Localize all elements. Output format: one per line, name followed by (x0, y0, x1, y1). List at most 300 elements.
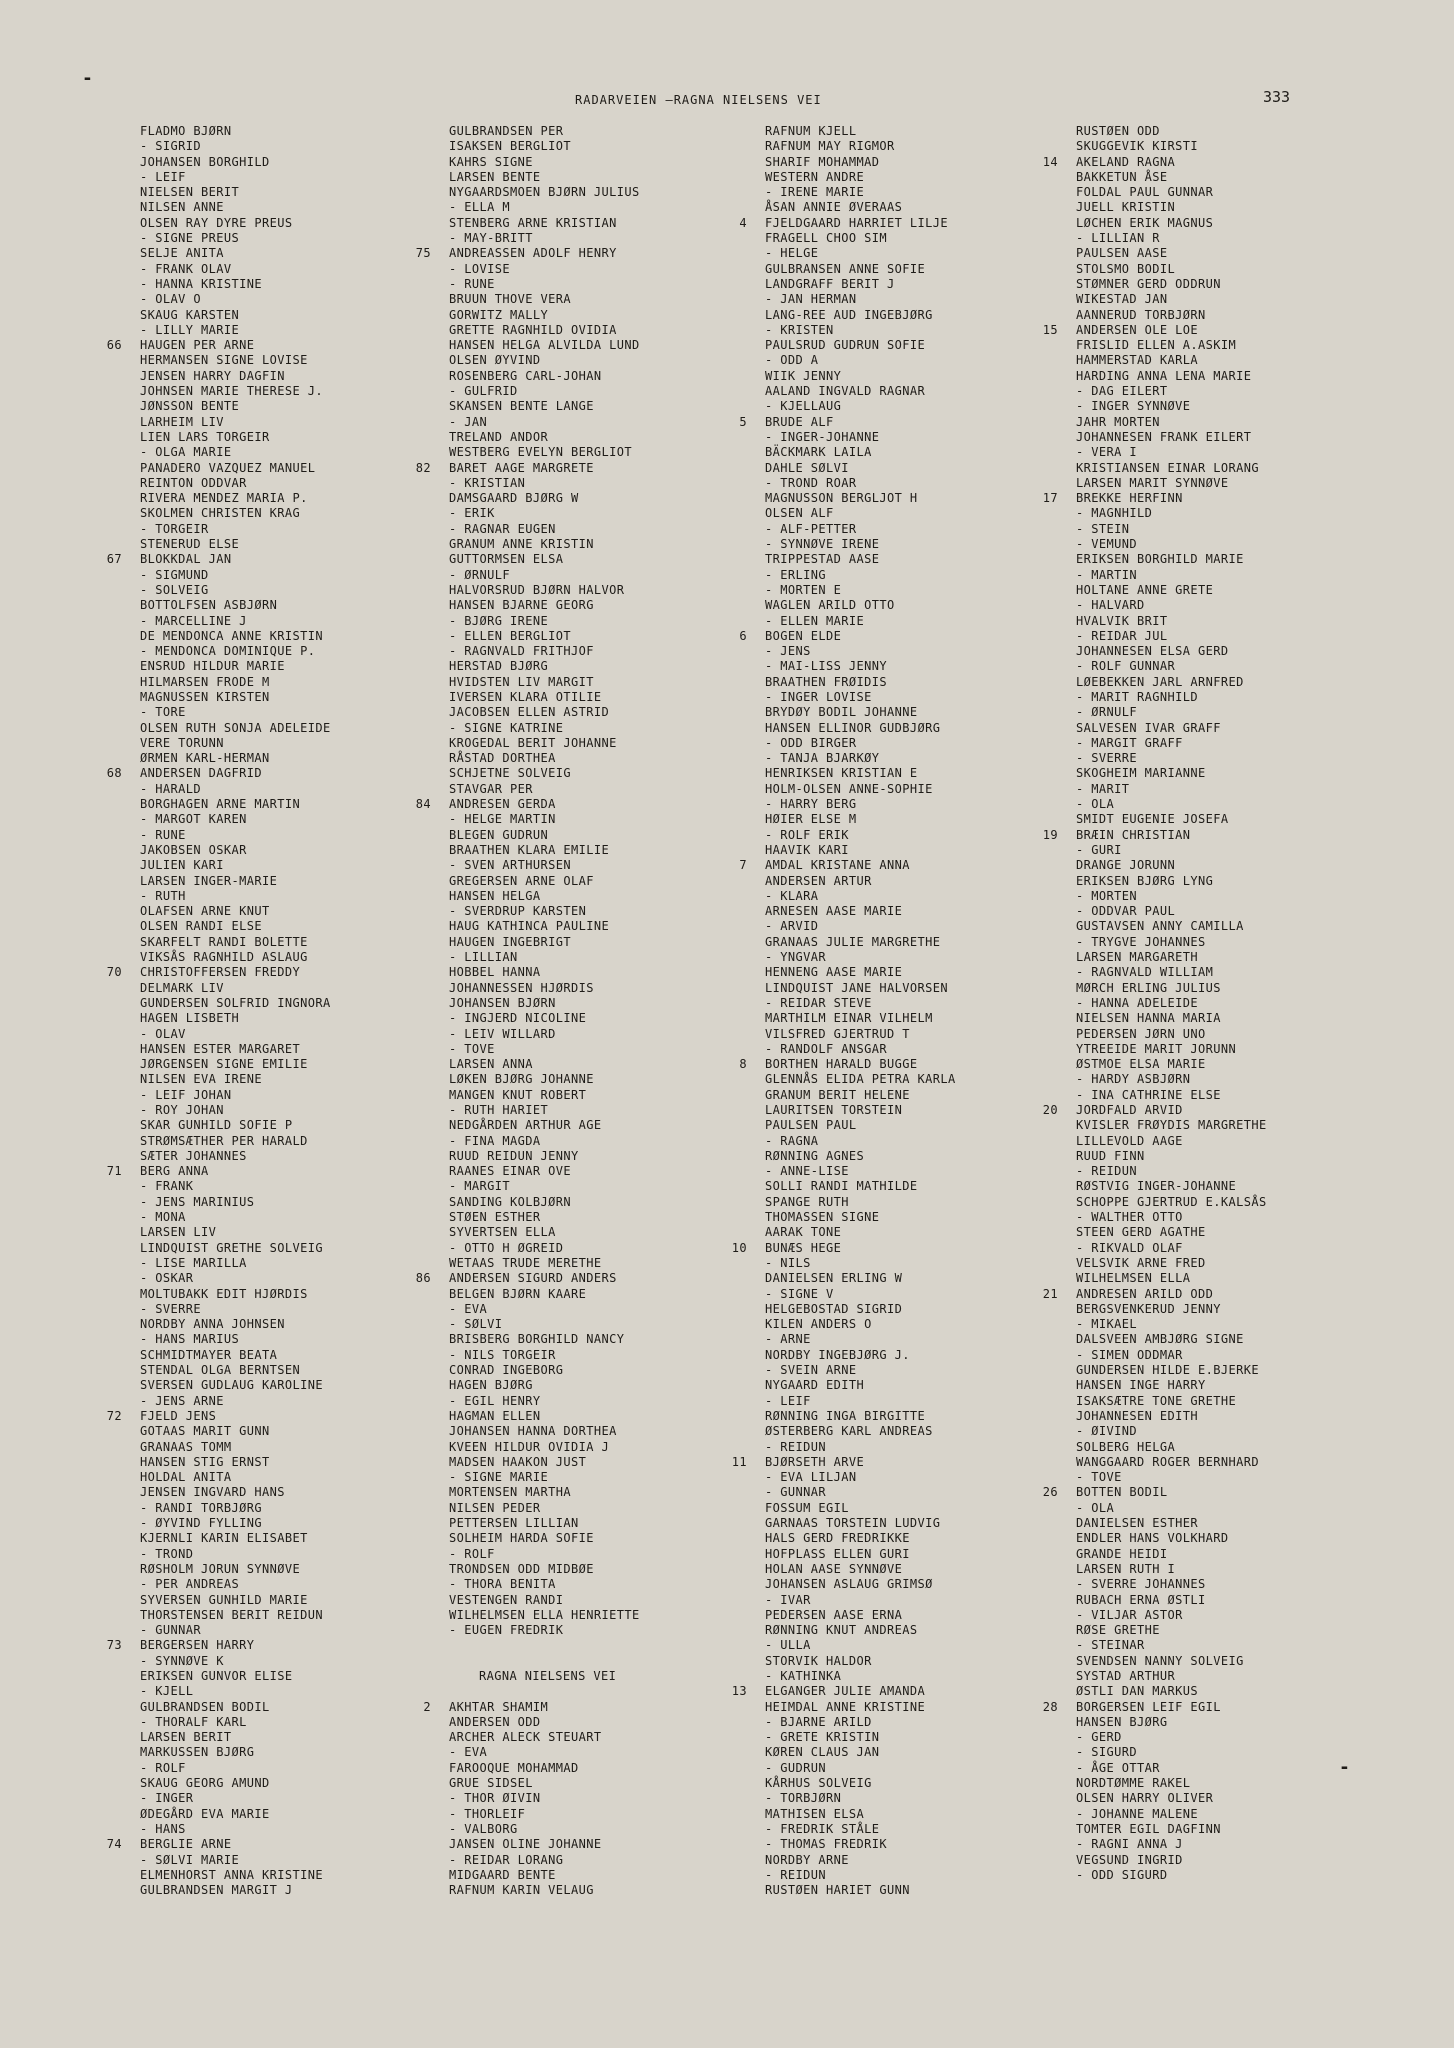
resident-name: THORSTENSEN BERIT REIDUN (140, 1607, 323, 1622)
resident-name: REINTON ODDVAR (140, 475, 247, 490)
resident-name: ENDLER HANS VOLKHARD (1076, 1531, 1229, 1546)
directory-entry (1076, 1562, 1267, 1577)
directory-entry (1076, 690, 1267, 705)
resident-name: RAFNUM KJELL (765, 124, 857, 138)
directory-entry (765, 1363, 956, 1378)
resident-name: RØSTVIG INGER-JOHANNE (1076, 1179, 1237, 1194)
directory-entry (449, 1883, 640, 1898)
directory-entry (765, 1715, 956, 1730)
directory-entry (449, 1348, 640, 1363)
resident-name: HENRIKSEN KRISTIAN E (765, 766, 918, 781)
resident-name: - EVA (449, 1745, 488, 1760)
directory-entry (449, 522, 640, 537)
directory-entry (765, 812, 956, 827)
resident-name: SALVESEN IVAR GRAFF (1076, 720, 1221, 735)
directory-entry (1076, 889, 1267, 904)
resident-name: - REIDAR JUL (1076, 628, 1168, 643)
resident-name: - LOVISE (449, 261, 510, 276)
directory-entry (140, 751, 331, 766)
resident-name: HALVORSRUD BJØRN HALVOR (449, 582, 625, 597)
resident-name: ANDERSEN DAGFRID (140, 766, 262, 781)
directory-entry (140, 1179, 331, 1194)
resident-name: - MARIT RAGNHILD (1076, 689, 1198, 704)
directory-entry (449, 1745, 640, 1760)
resident-name: BAKKETUN ÅSE (1076, 169, 1168, 184)
house-number: 86 (415, 1271, 431, 1286)
resident-name: FJELDGAARD HARRIET LILJE (765, 215, 948, 230)
resident-name: TRIPPESTAD AASE (765, 552, 880, 567)
directory-entry (1076, 1057, 1267, 1072)
resident-name: AKELAND RAGNA (1076, 154, 1176, 169)
directory-entry (765, 1883, 956, 1898)
resident-name: - SOLVEIG (140, 582, 209, 597)
resident-name: JOHANSEN BORGHILD (140, 154, 270, 169)
directory-entry (1076, 614, 1267, 629)
resident-name: YTREEIDE MARIT JORUNN (1076, 1041, 1237, 1056)
resident-name: JØRGENSEN SIGNE EMILIE (140, 1057, 308, 1072)
margin-side-mark: - (1339, 1757, 1350, 1778)
directory-entry (765, 1807, 956, 1822)
resident-name: - INGER (140, 1791, 194, 1806)
directory-entry (449, 1608, 640, 1623)
directory-entry (449, 216, 640, 231)
directory-entry (1076, 262, 1267, 277)
resident-name: BERGLIE ARNE (140, 1837, 232, 1852)
directory-entry (1076, 1715, 1267, 1730)
directory-entry (423, 1699, 640, 1715)
directory-entry (1042, 1103, 1267, 1118)
directory-entry (140, 124, 331, 139)
directory-entry (739, 858, 956, 873)
resident-name: KRISTIANSEN EINAR LORANG (1076, 460, 1259, 475)
resident-name: GORWITZ MALLY (449, 307, 549, 322)
directory-entry (731, 1684, 956, 1699)
resident-name: NORDBY ANNA JOHNSEN (140, 1317, 285, 1332)
directory-entry (140, 292, 331, 307)
directory-entry (1076, 1868, 1267, 1883)
directory-entry (449, 1149, 640, 1164)
directory-entry (449, 139, 640, 154)
resident-name: - RAGNAR EUGEN (449, 521, 556, 536)
directory-entry (449, 1531, 640, 1546)
resident-name: JOHANNESEN ELSA GERD (1076, 644, 1229, 659)
directory-entry (765, 1027, 956, 1042)
directory-entry (140, 950, 331, 965)
directory-entry (140, 690, 331, 705)
directory-entry (449, 874, 640, 889)
resident-name: - EVA LILJAN (765, 1470, 857, 1485)
directory-entry (1076, 1608, 1267, 1623)
directory-entry (140, 858, 331, 873)
resident-name: PETTERSEN LILLIAN (449, 1516, 579, 1531)
directory-entry (765, 1730, 956, 1745)
resident-name: JØNSSON BENTE (140, 399, 240, 414)
directory-entry (1076, 1363, 1267, 1378)
house-number: 2 (423, 1699, 431, 1714)
directory-entry (449, 1501, 640, 1516)
resident-name: STENDAL OLGA BERNTSEN (140, 1363, 301, 1378)
directory-entry (140, 185, 331, 200)
directory-entry (449, 919, 640, 934)
resident-name: PAULSRUD GUDRUN SOFIE (765, 338, 926, 353)
resident-name: BJØRSETH ARVE (765, 1454, 865, 1469)
directory-entry (140, 506, 331, 521)
resident-name: - HARDY ASBJØRN (1076, 1072, 1191, 1087)
directory-entry (140, 537, 331, 552)
directory-entry (449, 1837, 640, 1852)
resident-name: - HARRY BERG (765, 797, 857, 812)
resident-name: SÆTER JOHANNES (140, 1148, 247, 1163)
resident-name: - SIGNE V (765, 1286, 834, 1301)
directory-entry (1076, 292, 1267, 307)
resident-name: HVIDSTEN LIV MARGIT (449, 674, 594, 689)
resident-name: ANDERSEN SIGURD ANDERS (449, 1271, 617, 1286)
resident-name: RØSHOLM JORUN SYNNØVE (140, 1561, 301, 1576)
house-number: 17 (1042, 491, 1058, 506)
resident-name: BRAATHEN FRØIDIS (765, 674, 887, 689)
directory-entry (1076, 721, 1267, 736)
directory-entry (140, 675, 331, 690)
directory-entry (1042, 827, 1267, 843)
resident-name: - MIKAEL (1076, 1317, 1137, 1332)
resident-name: - RIKVALD OLAF (1076, 1240, 1183, 1255)
resident-name: - HALVARD (1076, 598, 1145, 613)
directory-entry (140, 644, 331, 659)
directory-entry (1076, 200, 1267, 215)
resident-name: - TROND ROAR (765, 475, 857, 490)
directory-entry (140, 1516, 331, 1531)
directory-entry (449, 1730, 640, 1745)
resident-name: KROGEDAL BERIT JOHANNE (449, 735, 617, 750)
resident-name: - KJELL (140, 1684, 194, 1699)
resident-name: JOHNSEN MARIE THERESE J. (140, 384, 323, 399)
resident-name: GOTAAS MARIT GUNN (140, 1424, 270, 1439)
directory-entry (140, 919, 331, 934)
resident-name: - FRANK OLAV (140, 261, 232, 276)
directory-entry (739, 1057, 956, 1072)
directory-entry (1076, 1822, 1267, 1837)
resident-name: VEGSUND INGRID (1076, 1852, 1183, 1867)
resident-name: HANSEN HELGA ALVILDA LUND (449, 338, 640, 353)
resident-name: HANSEN HELGA (449, 888, 541, 903)
directory-entry (765, 935, 956, 950)
directory-entry (449, 1562, 640, 1577)
resident-name: - VERA I (1076, 445, 1137, 460)
resident-name: KILEN ANDERS O (765, 1317, 872, 1332)
directory-entry (765, 1562, 956, 1577)
resident-name: BRISBERG BORGHILD NANCY (449, 1332, 625, 1347)
resident-name: - HANNA KRISTINE (140, 276, 262, 291)
house-number: 66 (106, 338, 122, 353)
resident-name: WANGGAARD ROGER BERNHARD (1076, 1454, 1259, 1469)
resident-name: RIVERA MENDEZ MARIA P. (140, 491, 308, 506)
directory-entry (140, 1011, 331, 1026)
resident-name: LØKEN BJØRG JOHANNE (449, 1072, 594, 1087)
resident-name: - SYNNØVE IRENE (765, 537, 880, 552)
resident-name: - ELLEN BERGLIOT (449, 628, 571, 643)
resident-name: - SVEN ARTHURSEN (449, 858, 571, 873)
directory-entry (449, 583, 640, 598)
directory-entry (765, 1669, 956, 1684)
resident-name: BÄCKMARK LAILA (765, 445, 872, 460)
directory-entry (449, 1241, 640, 1256)
directory-entry (1076, 1241, 1267, 1256)
directory-entry (140, 1455, 331, 1470)
resident-name: WIIK JENNY (765, 368, 842, 383)
directory-entry (765, 537, 956, 552)
resident-name: NILSEN ANNE (140, 200, 224, 215)
resident-name: GUNDERSEN HILDE E.BJERKE (1076, 1363, 1259, 1378)
directory-entry (140, 1577, 331, 1592)
resident-name: - JAN (449, 414, 488, 429)
resident-name: - HANS (140, 1821, 186, 1836)
resident-name: ERIKSEN BJØRG LYNG (1076, 873, 1214, 888)
resident-name: - TORE (140, 705, 186, 720)
directory-entry (765, 1134, 956, 1149)
directory-entry (449, 705, 640, 720)
directory-entry (140, 1424, 331, 1439)
resident-name: SKANSEN BENTE LANGE (449, 399, 594, 414)
resident-name: - GUDRUN (765, 1760, 826, 1775)
resident-name: ISAKSÆTRE TONE GRETHE (1076, 1393, 1237, 1408)
directory-entry (1076, 705, 1267, 720)
directory-entry (140, 216, 331, 231)
house-number: 74 (106, 1837, 122, 1852)
resident-name: GLENNÅS ELIDA PETRA KARLA (765, 1072, 956, 1087)
resident-name: JOHANNESEN EDITH (1076, 1408, 1198, 1423)
resident-name: LINDQUIST GRETHE SOLVEIG (140, 1240, 323, 1255)
directory-entry (449, 675, 640, 690)
resident-name: - OLAV O (140, 292, 201, 307)
directory-entry (140, 476, 331, 491)
resident-name: - LEIF JOHAN (140, 1087, 232, 1102)
directory-entry (765, 721, 956, 736)
resident-name: JORDFALD ARVID (1076, 1103, 1183, 1117)
resident-name: - HARALD (140, 781, 201, 796)
resident-name: SCHMIDTMAYER BEATA (140, 1347, 278, 1362)
directory-entry (765, 1638, 956, 1653)
directory-entry (449, 1072, 640, 1087)
directory-entry (140, 1501, 331, 1516)
directory-entry (140, 1241, 331, 1256)
directory-entry (765, 200, 956, 215)
directory-entry (765, 155, 956, 170)
directory-entry (765, 1394, 956, 1409)
directory-entry (1076, 216, 1267, 231)
directory-entry (449, 1118, 640, 1133)
directory-entry (1076, 1164, 1267, 1179)
resident-name: SKOGHEIM MARIANNE (1076, 766, 1206, 781)
directory-column-3 (731, 124, 956, 1898)
resident-name: - RAGNA (765, 1133, 819, 1148)
house-number: 8 (739, 1057, 747, 1072)
directory-entry (765, 1837, 956, 1852)
directory-entry (140, 200, 331, 215)
resident-name: RØNNING KNUT ANDREAS (765, 1623, 918, 1638)
directory-entry (449, 1317, 640, 1332)
resident-name: HAUG KATHINCA PAULINE (449, 919, 610, 934)
directory-entry (449, 1455, 640, 1470)
resident-name: - MARIT (1076, 781, 1130, 796)
resident-name: HAGEN LISBETH (140, 1011, 240, 1026)
directory-entry (449, 1791, 640, 1806)
resident-name: - SIGNE PREUS (140, 231, 240, 246)
directory-entry (765, 1302, 956, 1317)
resident-name: LARSEN ANNA (449, 1057, 533, 1072)
resident-name: VILSFRED GJERTRUD T (765, 1026, 910, 1041)
resident-name: ÅSAN ANNIE ØVERAAS (765, 200, 903, 215)
directory-entry (140, 721, 331, 736)
resident-name: ERIKSEN BORGHILD MARIE (1076, 552, 1244, 567)
resident-name: SPANGE RUTH (765, 1194, 849, 1209)
resident-name: HAAVIK KARI (765, 842, 849, 857)
resident-name: BELGEN BJØRN KAARE (449, 1286, 587, 1301)
directory-entry (449, 353, 640, 368)
resident-name: - SIGNE KATRINE (449, 720, 564, 735)
resident-name: - GURI (1076, 842, 1122, 857)
directory-entry (1076, 843, 1267, 858)
directory-entry (765, 369, 956, 384)
resident-name: VELSVIK ARNE FRED (1076, 1255, 1206, 1270)
directory-entry (1076, 598, 1267, 613)
directory-entry (140, 308, 331, 323)
directory-entry (140, 430, 331, 445)
resident-name: - PER ANDREAS (140, 1577, 240, 1592)
directory-entry (140, 1088, 331, 1103)
resident-name: ANDERSEN ODD (449, 1714, 541, 1729)
directory-entry (765, 1011, 956, 1026)
directory-entry (1076, 552, 1267, 567)
house-number: 5 (739, 414, 747, 429)
resident-name: SKAR GUNHILD SOFIE P (140, 1118, 293, 1133)
resident-name: - ODD BIRGER (765, 735, 857, 750)
resident-name: - ODD A (765, 353, 819, 368)
resident-name: DELMARK LIV (140, 980, 224, 995)
directory-entry (106, 1164, 331, 1179)
directory-entry (1076, 1195, 1267, 1210)
directory-entry (449, 1715, 640, 1730)
directory-entry (765, 1225, 956, 1240)
directory-entry (1076, 461, 1267, 476)
directory-entry (415, 797, 640, 812)
directory-entry (765, 1072, 956, 1087)
resident-name: BORGHAGEN ARNE MARTIN (140, 797, 301, 812)
resident-name: WILHELMSEN ELLA HENRIETTE (449, 1607, 640, 1622)
resident-name: STØEN ESTHER (449, 1210, 541, 1225)
directory-entry (449, 308, 640, 323)
resident-name: - GRETE KRISTIN (765, 1730, 880, 1745)
resident-name: ERIKSEN GUNVOR ELISE (140, 1668, 293, 1683)
resident-name: MAGNUSSON BERGLJOT H (765, 491, 918, 506)
resident-name: LARSEN BERIT (140, 1730, 232, 1745)
directory-entry (765, 399, 956, 414)
resident-name: OLSEN RUTH SONJA ADELEIDE (140, 720, 331, 735)
directory-entry (765, 1256, 956, 1271)
directory-entry (1076, 399, 1267, 414)
resident-name: LARSEN LIV (140, 1225, 217, 1240)
resident-name: - EUGEN FREDRIK (449, 1623, 564, 1638)
directory-entry (140, 705, 331, 720)
directory-entry (140, 797, 331, 812)
resident-name: - MONA (140, 1210, 186, 1225)
directory-entry (140, 1210, 331, 1225)
resident-name: HOLAN AASE SYNNØVE (765, 1561, 903, 1576)
directory-entry (449, 644, 640, 659)
resident-name: ANDREASSEN ADOLF HENRY (449, 246, 617, 261)
directory-entry (449, 537, 640, 552)
resident-name: - MORTEN E (765, 582, 842, 597)
directory-entry (140, 262, 331, 277)
resident-name: - REIDUN (765, 1867, 826, 1882)
resident-name: RØNNING AGNES (765, 1148, 865, 1163)
directory-entry (1076, 904, 1267, 919)
resident-name: JOHANNESEN FRANK EILERT (1076, 429, 1252, 444)
resident-name: GRANAAS TOMM (140, 1439, 232, 1454)
resident-name: DANIELSEN ESTHER (1076, 1516, 1198, 1531)
directory-entry (1076, 170, 1267, 185)
directory-entry (415, 460, 640, 476)
directory-entry (449, 292, 640, 307)
directory-entry (765, 308, 956, 323)
directory-entry (765, 1179, 956, 1194)
directory-entry (140, 1562, 331, 1577)
directory-entry (449, 981, 640, 996)
directory-entry (1076, 736, 1267, 751)
directory-entry (140, 1042, 331, 1057)
directory-entry (765, 1088, 956, 1103)
directory-entry (449, 491, 640, 506)
resident-name: - RUTH HARIET (449, 1103, 549, 1117)
resident-name: - ROLF (140, 1760, 186, 1775)
directory-entry (1076, 1501, 1267, 1516)
directory-entry (1076, 1256, 1267, 1271)
directory-column-1 (106, 124, 331, 1898)
resident-name: MAGNUSSEN KIRSTEN (140, 689, 270, 704)
resident-name: - RAGNVALD FRITHJOF (449, 644, 594, 659)
directory-entry (765, 1042, 956, 1057)
directory-entry (449, 904, 640, 919)
resident-name: HALS GERD FREDRIKKE (765, 1531, 910, 1546)
resident-name: ISAKSEN BERGLIOT (449, 139, 571, 154)
resident-name: - GUNNAR (765, 1485, 826, 1500)
resident-name: - RAGNVALD WILLIAM (1076, 965, 1214, 980)
house-number: 7 (739, 858, 747, 873)
directory-entry (140, 399, 331, 414)
directory-entry (765, 1378, 956, 1393)
directory-entry (449, 629, 640, 644)
directory-entry (140, 598, 331, 613)
resident-name: WIKESTAD JAN (1076, 292, 1168, 307)
directory-entry (765, 292, 956, 307)
resident-name: - NILS (765, 1255, 811, 1270)
resident-name: - SVERDRUP KARSTEN (449, 904, 587, 919)
resident-name: SKUGGEVIK KIRSTI (1076, 139, 1198, 154)
resident-name: FOSSUM EGIL (765, 1500, 849, 1515)
resident-name: GUSTAVSEN ANNY CAMILLA (1076, 919, 1244, 934)
resident-name: BRUUN THOVE VERA (449, 292, 571, 307)
resident-name: - ARNE (765, 1332, 811, 1347)
resident-name: ELGANGER JULIE AMANDA (765, 1684, 926, 1699)
directory-entry (765, 1149, 956, 1164)
directory-entry (765, 1745, 956, 1760)
directory-entry (765, 583, 956, 598)
resident-name: VERE TORUNN (140, 735, 224, 750)
resident-name: - SIGMUND (140, 567, 209, 582)
directory-entry (140, 231, 331, 246)
resident-name: - INA CATHRINE ELSE (1076, 1087, 1221, 1102)
directory-entry (449, 812, 640, 827)
resident-name: STORVIK HALDOR (765, 1653, 872, 1668)
